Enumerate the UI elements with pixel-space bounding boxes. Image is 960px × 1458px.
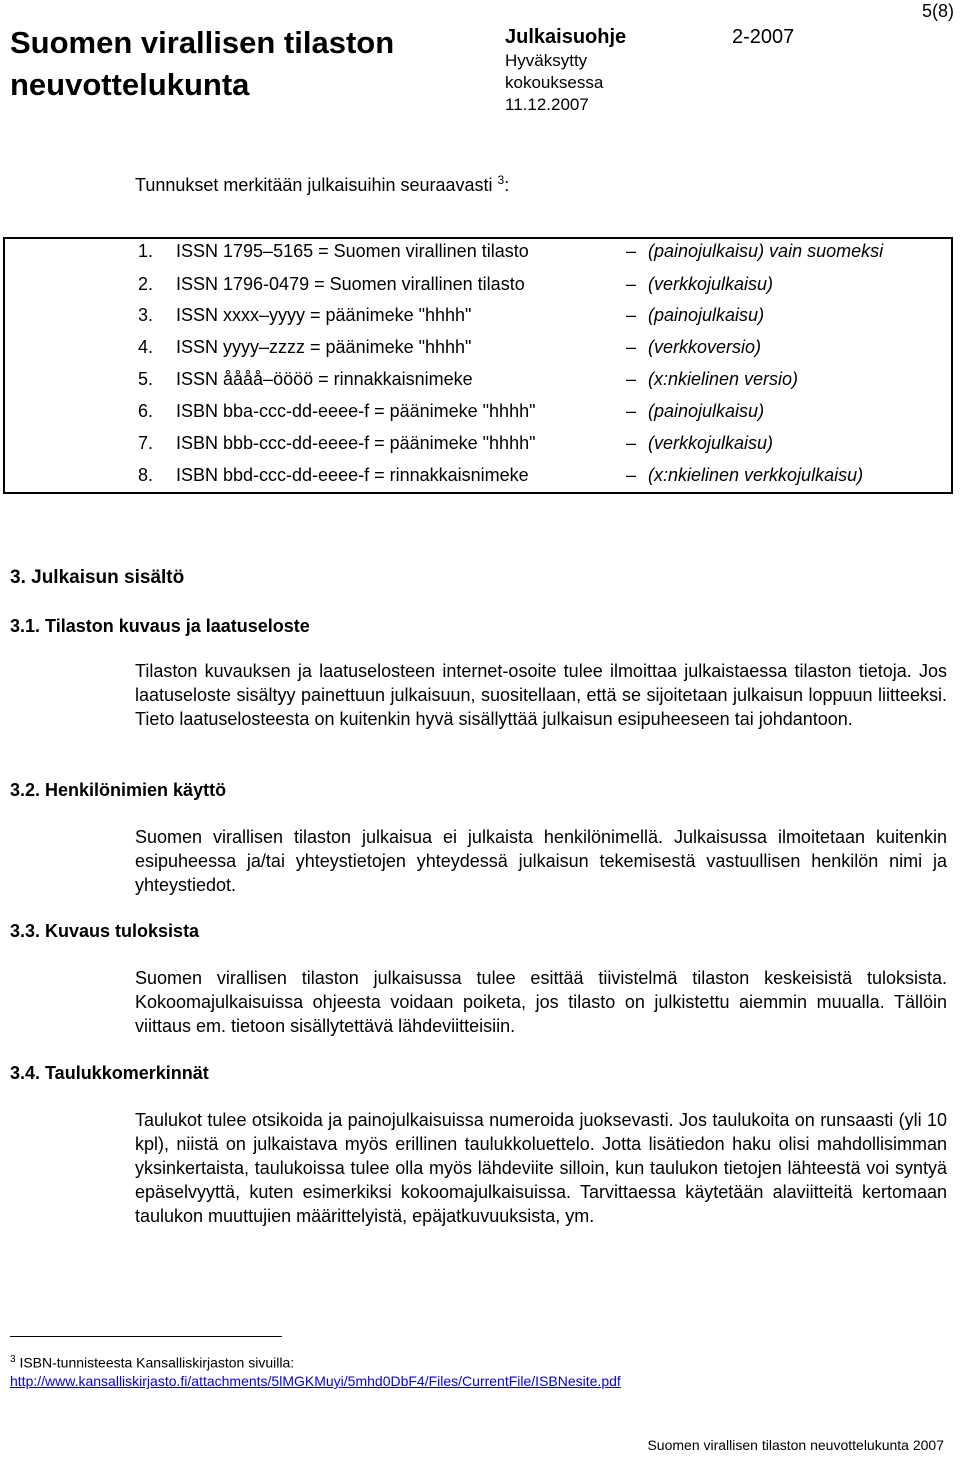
identifier-number: 6. bbox=[138, 401, 154, 421]
page-footer: Suomen virallisen tilaston neuvottelukunta 2007 bbox=[647, 1437, 944, 1453]
page-number: 5(8) bbox=[921, 1, 954, 21]
header-title-line2: neuvottelukunta bbox=[10, 67, 250, 102]
footnote-number: 3 bbox=[10, 1354, 16, 1365]
identifier-number: 4. bbox=[138, 337, 154, 357]
identifier-note: (painojulkaisu) bbox=[648, 305, 765, 325]
header-status bbox=[505, 50, 603, 116]
header-doc-type: Julkaisuohje bbox=[505, 26, 627, 48]
header-status-line3: 11.12.2007 bbox=[505, 95, 589, 114]
identifier-code: ISSN xxxx–yyyy = päänimeke "hhhh" bbox=[176, 305, 472, 325]
identifier-dash: – bbox=[626, 241, 637, 261]
intro-suffix: : bbox=[504, 175, 510, 195]
identifier-number: 5. bbox=[138, 369, 154, 389]
identifier-note: (verkkoversio) bbox=[648, 337, 762, 357]
header-status-line1: Hyväksytty bbox=[505, 51, 588, 70]
subsection-heading: 3.3. Kuvaus tuloksista bbox=[10, 921, 200, 941]
identifier-dash: – bbox=[626, 337, 637, 357]
identifier-code: ISBN bbb-ccc-dd-eeee-f = päänimeke "hhhh" bbox=[176, 433, 536, 453]
identifier-number: 2. bbox=[138, 274, 154, 294]
subsection-heading: 3.1. Tilaston kuvaus ja laatuseloste bbox=[10, 616, 310, 636]
paragraph: Suomen virallisen tilaston julkaisussa tulee esittää tiivistelmä tilaston keskeisistä tuloksista. Kokoomajulkaisuissa ohjeesta voidaan poiketa, jos tilasto on julkistettu aiemmin muualla. Tällöin viittaus em. tietoon sisällytettävä lähdeviitteisiin. bbox=[135, 968, 947, 1036]
footnote-divider bbox=[10, 1336, 282, 1337]
footnote bbox=[10, 1350, 294, 1373]
identifier-dash: – bbox=[626, 369, 637, 389]
intro-text bbox=[135, 168, 509, 197]
paragraph: Tilaston kuvauksen ja laatuselosteen internet-osoite tulee ilmoittaa julkaistaessa tilaston tietoja. Jos laatuseloste sisältyy painettuun julkaisuun, suositellaan, että se sijoitetaan julkaisun loppuun liitteeksi. Tieto laatuselosteesta on kuitenkin hyvä sisällyttää julkaisun esipuheeseen tai johdantoon. bbox=[135, 661, 947, 729]
identifier-number: 7. bbox=[138, 433, 154, 453]
identifier-number: 3. bbox=[138, 305, 154, 325]
intro-sentence: Tunnukset merkitään julkaisuihin seuraavasti bbox=[135, 175, 493, 195]
identifier-dash: – bbox=[626, 433, 637, 453]
identifier-dash: – bbox=[626, 465, 637, 485]
identifier-note: (verkkojulkaisu) bbox=[648, 433, 774, 453]
header-doc-number: 2-2007 bbox=[732, 26, 795, 48]
identifier-box bbox=[3, 237, 953, 494]
identifier-note: (x:nkielinen versio) bbox=[648, 369, 799, 389]
paragraph: Suomen virallisen tilaston julkaisua ei julkaista henkilönimellä. Julkaisussa ilmoitetaan kuitenkin esipuheessa ja/tai yhteystietojen yhteydessä julkaisun tekemisestä vastuullisen henkilön nimi ja yhteystiedot. bbox=[135, 827, 947, 895]
identifier-code: ISBN bba-ccc-dd-eeee-f = päänimeke "hhhh" bbox=[176, 401, 536, 421]
identifier-dash: – bbox=[626, 305, 637, 325]
identifier-code: ISSN 1796-0479 = Suomen virallinen tilasto bbox=[176, 274, 525, 294]
identifier-note: (x:nkielinen verkkojulkaisu) bbox=[648, 465, 864, 485]
identifier-code: ISSN yyyy–zzzz = päänimeke "hhhh" bbox=[176, 337, 472, 357]
footnote-text: ISBN-tunnisteesta Kansalliskirjaston sivuilla: bbox=[19, 1354, 295, 1371]
header-title-line1: Suomen virallisen tilaston bbox=[10, 25, 395, 60]
identifier-note: (verkkojulkaisu) bbox=[648, 274, 774, 294]
identifier-dash: – bbox=[626, 274, 637, 294]
identifier-code: ISBN bbd-ccc-dd-eeee-f = rinnakkaisnimeke bbox=[176, 465, 529, 485]
identifier-note: (painojulkaisu) vain suomeksi bbox=[648, 241, 884, 261]
subsection-heading: 3.2. Henkilönimien käyttö bbox=[10, 780, 227, 800]
header-org-title bbox=[10, 22, 394, 106]
identifier-dash: – bbox=[626, 401, 637, 421]
identifier-number: 8. bbox=[138, 465, 154, 485]
footnote-ref[interactable]: 3 bbox=[497, 173, 505, 187]
identifier-code: ISSN åååå–öööö = rinnakkaisnimeke bbox=[176, 369, 473, 389]
identifier-number: 1. bbox=[138, 241, 154, 261]
subsection-heading: 3.4. Taulukkomerkinnät bbox=[10, 1063, 209, 1083]
section-heading: 3. Julkaisun sisältö bbox=[10, 567, 185, 588]
header-status-line2: kokouksessa bbox=[505, 73, 604, 92]
identifier-note: (painojulkaisu) bbox=[648, 401, 765, 421]
paragraph: Taulukot tulee otsikoida ja painojulkaisuissa numeroida juoksevasti. Jos taulukoita on runsaasti (yli 10 kpl), niistä on julkaistava myös erillinen taulukkoluettelo. Jotta lisätiedon haku olisi mahdollisimman yksinkertaista, taulukoissa tulee olla myös lähdeviite silloin, kun taulukon tietojen lähteestä voi syntyä epäselvyyttä, kuten esimerkiksi kokoomajulkaisuissa. Tarvittaessa käytetään alaviitteitä kertomaan taulukon muuttujien määrittelyistä, epäjatkuvuuksista, ym. bbox=[135, 1110, 947, 1226]
identifier-code: ISSN 1795–5165 = Suomen virallinen tilasto bbox=[176, 241, 529, 261]
footnote-link[interactable]: http://www.kansalliskirjasto.fi/attachments/5lMGKMuyi/5mhd0DbF4/Files/CurrentFile/ISBNesite.pdf bbox=[10, 1373, 621, 1389]
